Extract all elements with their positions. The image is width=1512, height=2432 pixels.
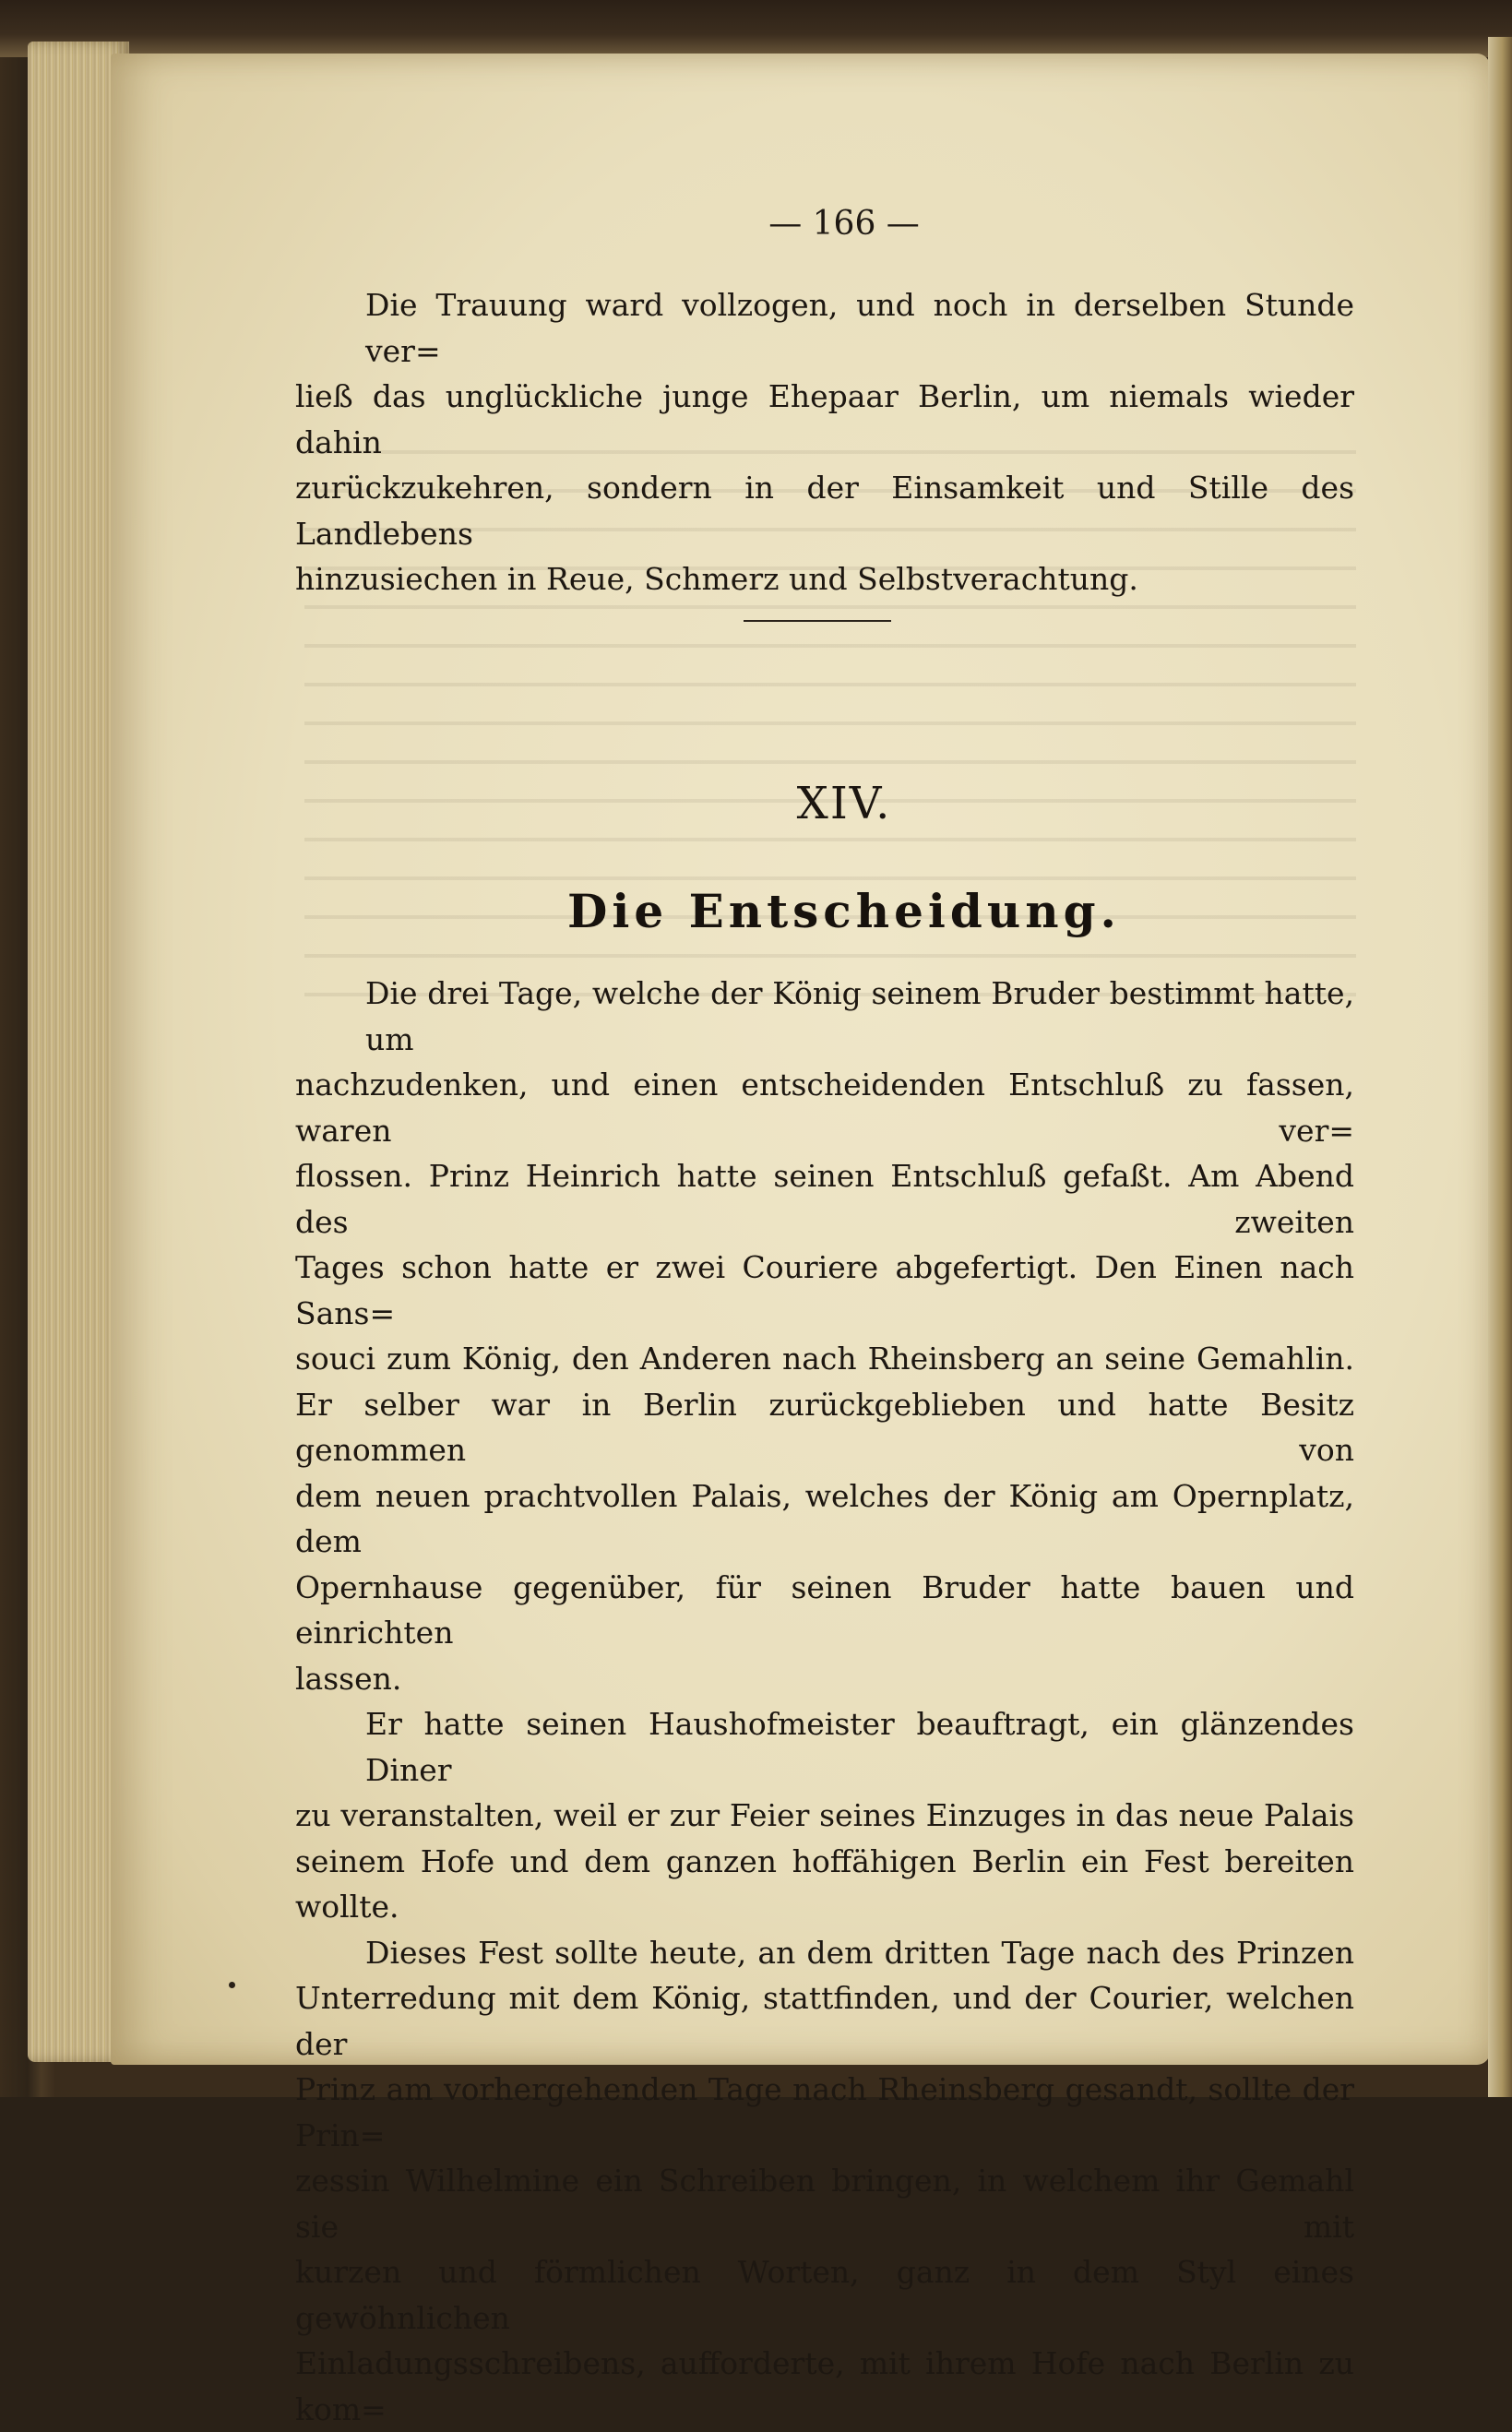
text-line: zessin Wilhelmine ein Schreiben bringen, in welchem ihr Gemahl sie mit [295,2158,1354,2249]
text-line: Die drei Tage, welche der König seinem Bruder bestimmt hatte, um [295,971,1354,1062]
text-line: Einladungsschreibens, aufforderte, mit ihrem Hofe nach Berlin zu kom= [295,2341,1354,2432]
text-line: Prinz am vorhergehenden Tage nach Rheinsberg gesandt, sollte der Prin= [295,2067,1354,2158]
text-line: flossen. Prinz Heinrich hatte seinen Entschluß gefaßt. Am Abend des zweiten [295,1153,1354,1245]
text-line: hinzusiechen in Reue, Schmerz und Selbstverachtung. [295,556,1354,602]
section-divider-rule [744,620,891,622]
page-number: — 166 — [0,205,1512,243]
text-line: Er hatte seinen Haushofmeister beauftragt, ein glänzendes Diner [295,1701,1354,1793]
text-line: dem neuen prachtvollen Palais, welches der König am Opernplatz, dem [295,1473,1354,1565]
text-line: kurzen und förmlichen Worten, ganz in dem Styl eines gewöhnlichen [295,2249,1354,2341]
text-line: Dieses Fest sollte heute, an dem dritten Tage nach des Prinzen [295,1930,1354,1976]
text-line: souci zum König, den Anderen nach Rheinsberg an seine Gemahlin. [295,1336,1354,1382]
paragraph [295,1930,1354,2432]
paragraph [295,971,1354,1701]
text-line: nachzudenken, und einen entscheidenden Entschluß zu fassen, waren ver= [295,1062,1354,1153]
text-line: lassen. [295,1656,1354,1702]
text-line: Tages schon hatte er zwei Couriere abgefertigt. Den Einen nach Sans= [295,1245,1354,1336]
text-line: wollte. [295,1884,1354,1930]
text-line: zu veranstalten, weil er zur Feier seines Einzuges in das neue Palais [295,1793,1354,1839]
chapter-body [295,971,1354,2432]
paragraph [295,282,1354,602]
text-line: seinem Hofe und dem ganzen hoffähigen Berlin ein Fest bereiten [295,1839,1354,1885]
text-line: Unterredung mit dem König, stattfinden, und der Courier, welchen der [295,1975,1354,2067]
right-page-edge [1488,37,1512,2097]
text-line: Er selber war in Berlin zurückgeblieben und hatte Besitz genommen von [295,1382,1354,1473]
closing-paragraph [295,282,1354,602]
ink-speck [229,1982,235,1988]
chapter-title: Die Entscheidung. [0,884,1512,938]
text-line: Die Trauung ward vollzogen, und noch in derselben Stunde ver= [295,282,1354,374]
paragraph [295,1701,1354,1930]
text-line: zurückzukehren, sondern in der Einsamkeit und Stille des Landlebens [295,465,1354,556]
text-line: ließ das unglückliche junge Ehepaar Berlin, um niemals wieder dahin [295,374,1354,465]
text-line: Opernhause gegenüber, für seinen Bruder hatte bauen und einrichten [295,1565,1354,1656]
chapter-number: XIV. [0,778,1512,829]
book-cover-top-edge [0,0,1512,57]
